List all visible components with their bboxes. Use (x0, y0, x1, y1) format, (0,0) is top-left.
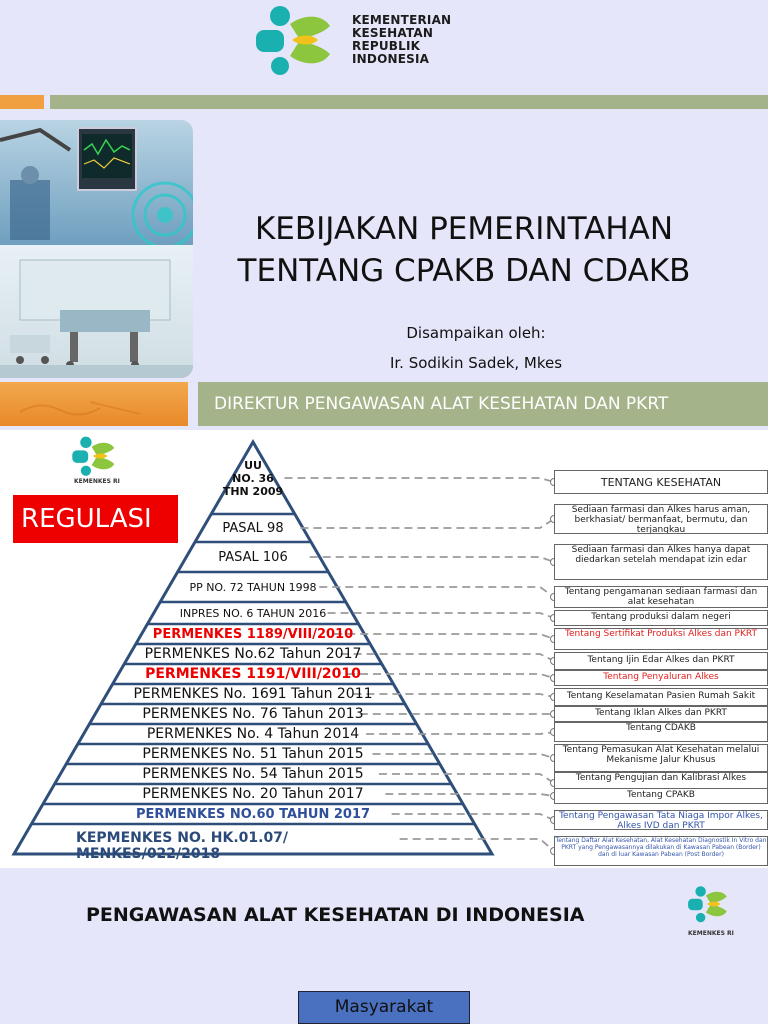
regulation-description: TENTANG KESEHATAN (554, 470, 768, 494)
pyramid-level-label (33, 786, 473, 802)
pyramid-level-line: PERMENKES No.62 Tahun 2017 (144, 646, 362, 662)
accent-bar-green (50, 95, 768, 109)
orange-banner (0, 382, 188, 426)
pyramid-level-line: INPRES NO. 6 TAHUN 2016 (179, 606, 327, 620)
kemenkes-logo-text: KEMENKES RI (74, 478, 120, 485)
regulation-description: Tentang Pengujian dan Kalibrasi Alkes (554, 772, 768, 794)
kemenkes-logo-text: KEMENKES RI (688, 930, 734, 937)
pyramid-level-line: UU (244, 458, 262, 472)
accent-bar-orange (0, 95, 44, 109)
tools-pattern (0, 382, 188, 426)
title-line: KEBIJAKAN PEMERINTAHAN (254, 211, 674, 247)
hospital-photo (0, 120, 193, 378)
pyramid-level-label (33, 607, 473, 620)
presented-by-label: Disampaikan oleh: (406, 324, 546, 342)
kemenkes-logo-icon (252, 4, 340, 76)
regulation-description: Tentang produksi dalam negeri (554, 610, 768, 626)
position-banner: DIREKTUR PENGAWASAN ALAT KESEHATAN DAN PKRT (198, 382, 768, 426)
pyramid-level-label (33, 766, 473, 782)
supervision-slide (0, 868, 768, 1024)
pyramid-level-label (33, 686, 473, 702)
regulation-description: Sediaan farmasi dan Alkes harus aman, berkhasiat/ bermanfaat, bermutu, dan terjangkau (554, 504, 768, 534)
pyramid-level-label (33, 521, 473, 536)
pyramid-level-label (33, 459, 473, 498)
ministry-line: KESEHATAN (352, 26, 434, 40)
pyramid-level-label (33, 726, 473, 742)
pyramid-level-line: PERMENKES 1189/VIII/2010 (152, 626, 354, 642)
slide-title: PENGAWASAN ALAT KESEHATAN DI INDONESIA (86, 904, 585, 926)
pyramid-level-line: PERMENKES No. 4 Tahun 2014 (146, 726, 360, 742)
regulation-description: Tentang CPAKB (554, 788, 768, 804)
presenter-name: Ir. Sodikin Sadek, Mkes (389, 354, 563, 372)
pyramid-level-line: PERMENKES No. 51 Tahun 2015 (142, 746, 364, 762)
pyramid-level-line: PERMENKES No. 1691 Tahun 2011 (133, 686, 373, 702)
regulation-description: Sediaan farmasi dan Alkes hanya dapat diedarkan setelah mendapat izin edar (554, 544, 768, 580)
regulation-description: Tentang pengamanan sediaan farmasi dan alat kesehatan (554, 586, 768, 608)
pyramid-level-label (33, 627, 473, 642)
regulation-description: Tentang Penyaluran Alkes (554, 670, 768, 686)
pyramid-level-label (33, 646, 473, 662)
pyramid-level-line: PERMENKES No. 54 Tahun 2015 (142, 766, 364, 782)
pyramid-level-line: PP NO. 72 TAHUN 1998 (189, 580, 317, 594)
presentation-title (200, 208, 728, 292)
regulation-description: Tentang Keselamatan Pasien Rumah Sakit (554, 688, 768, 706)
ministry-name (352, 14, 451, 66)
pyramid-level-line: PERMENKES NO.60 TAHUN 2017 (135, 806, 371, 822)
regulation-description: Tentang Pemasukan Alat Kesehatan melalui Mekanisme Jalur Khusus (554, 744, 768, 772)
pyramid-level-label (33, 706, 473, 722)
pyramid-level-label (33, 807, 473, 822)
pyramid-level-line: PERMENKES No. 76 Tahun 2013 (142, 706, 364, 722)
pyramid-level-label (33, 581, 473, 594)
regulasi-label: REGULASI (13, 495, 178, 543)
presenter-block (306, 318, 646, 378)
ministry-line: INDONESIA (352, 52, 430, 66)
ministry-line: REPUBLIK (352, 39, 421, 53)
kemenkes-logo-icon (686, 884, 732, 924)
regulation-description: Tentang Ijin Edar Alkes dan PKRT (554, 652, 768, 670)
pyramid-level-line: PASAL 106 (218, 549, 288, 565)
regulation-description: Tentang Pengawasan Tata Niaga Impor Alkes, Alkes IVD dan PKRT (554, 810, 768, 830)
regulation-slide (0, 434, 768, 866)
regulation-description: Tentang Daftar Alat Kesehatan, Alat Kesehatan Diagnostik In Vitro dan PKRT yang Pengawasannya dilakukan di Kawasan Pabean (Border) dan di luar Kawasan Pabean (Post Border) (554, 836, 768, 866)
pyramid-level-line: MENKES/022/2018 (76, 846, 221, 862)
regulation-description: Tentang CDAKB (554, 722, 768, 742)
ministry-line: KEMENTERIAN (352, 13, 452, 27)
pyramid-level-line: PASAL 98 (222, 520, 284, 536)
pyramid-level-label (33, 666, 473, 682)
pyramid-level-line: KEPMENKES NO. HK.01.07/ (76, 830, 289, 846)
pyramid-level-line: PERMENKES 1191/VIII/2010 (145, 666, 361, 682)
pyramid-level-line: NO. 36 (232, 471, 274, 485)
masyarakat-box: Masyarakat (298, 991, 470, 1024)
title-line: TENTANG CPAKB DAN CDAKB (237, 253, 691, 289)
title-slide (0, 0, 768, 430)
regulation-description: Tentang Iklan Alkes dan PKRT (554, 706, 768, 722)
pyramid-level-label (33, 550, 473, 565)
pyramid-level-line: THN 2009 (222, 484, 284, 498)
pyramid-level-label (33, 746, 473, 762)
pyramid-level-label (76, 830, 516, 862)
regulation-description: Tentang Sertifikat Produksi Alkes dan PKRT (554, 628, 768, 650)
pyramid-level-line: PERMENKES No. 20 Tahun 2017 (142, 786, 364, 802)
